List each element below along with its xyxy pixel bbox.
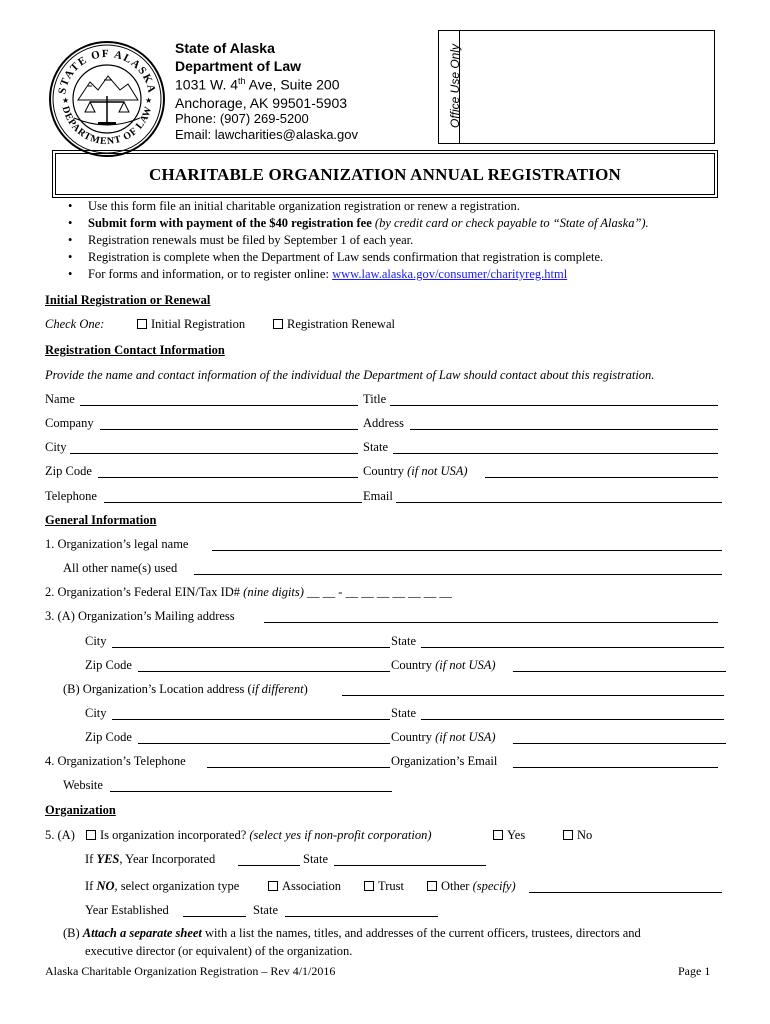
org-telephone-field[interactable] (207, 767, 390, 768)
bullet-3: • Registration renewals must be filed by September 1 of each year. (68, 233, 414, 247)
q4-label: 4. Organization’s Telephone (45, 754, 186, 768)
location-country-field[interactable] (513, 743, 726, 744)
mailing-city-label: City (85, 634, 107, 648)
contact-telephone-label: Telephone (45, 489, 97, 503)
org-email-field[interactable] (513, 767, 718, 768)
registration-renewal-checkbox[interactable] (273, 319, 283, 329)
office-use-label: Office Use Only (448, 43, 462, 129)
initial-registration-option[interactable]: Initial Registration (137, 317, 245, 332)
other-option[interactable]: Other (specify) (427, 879, 516, 894)
contact-company-field[interactable] (100, 429, 358, 430)
association-checkbox[interactable] (268, 881, 278, 891)
contact-country-field[interactable] (485, 477, 718, 478)
location-city-field[interactable] (112, 719, 390, 720)
bullet-5: • For forms and information, or to register online: www.law.alaska.gov/consumer/charityreg.html (68, 267, 568, 281)
ein-blanks: __ __ - __ __ __ __ __ __ __ (307, 585, 452, 599)
contact-title-label: Title (363, 392, 387, 406)
svg-text:★: ★ (145, 96, 153, 105)
mailing-city-field[interactable] (112, 647, 390, 648)
mailing-state-field[interactable] (421, 647, 724, 648)
contact-address-field[interactable] (410, 429, 718, 430)
q3b-label: (B) Organization’s Location address (if different) (63, 682, 308, 696)
org-email-label: Organization’s Email (391, 754, 498, 768)
contact-city-field[interactable] (70, 453, 358, 454)
form-title-box (55, 153, 715, 195)
website-field[interactable] (110, 791, 392, 792)
check-one-label: Check One: (45, 317, 105, 331)
email-line: Email: lawcharities@alaska.gov (175, 127, 358, 142)
trust-checkbox[interactable] (364, 881, 374, 891)
q1-other-label: All other name(s) used (63, 561, 178, 575)
contact-email-field[interactable] (396, 502, 722, 503)
initial-heading: Initial Registration or Renewal (45, 293, 211, 307)
yes-checkbox[interactable] (493, 830, 503, 840)
mailing-address-field[interactable] (264, 622, 718, 623)
incorporated-state-field[interactable] (334, 865, 486, 866)
year-established-field[interactable] (183, 916, 246, 917)
contact-company-label: Company (45, 416, 94, 430)
contact-state-field[interactable] (393, 453, 718, 454)
contact-email-label: Email (363, 489, 393, 503)
location-zip-field[interactable] (138, 743, 390, 744)
q3a-label: 3. (A) Organization’s Mailing address (45, 609, 235, 623)
no-option[interactable]: No (563, 828, 592, 843)
bullet-4: • Registration is complete when the Department of Law sends confirmation that registration is complete. (68, 250, 604, 264)
contact-zip-label: Zip Code (45, 464, 92, 478)
city-line: Anchorage, AK 99501-5903 (175, 95, 348, 111)
address-sup: th (238, 76, 246, 86)
contact-heading: Registration Contact Information (45, 343, 225, 357)
registration-renewal-option[interactable]: Registration Renewal (273, 317, 395, 332)
mailing-country-label: Country (if not USA) (391, 658, 496, 672)
q5a-question: Is organization incorporated? (select yes if non-profit corporation) (86, 828, 432, 843)
location-city-label: City (85, 706, 107, 720)
phone-line: Phone: (907) 269-5200 (175, 111, 309, 126)
year-established-label: Year Established (85, 903, 169, 917)
contact-name-field[interactable] (80, 405, 358, 406)
organization-heading: Organization (45, 803, 116, 817)
bullet-1: • Use this form file an initial charitable organization registration or renew a registration. (68, 199, 520, 213)
org-line2: Department of Law (175, 58, 302, 74)
mailing-zip-label: Zip Code (85, 658, 132, 672)
address-suffix: Ave, Suite 200 (245, 76, 340, 93)
location-country-label: Country (if not USA) (391, 730, 496, 744)
if-yes-line: If YES, Year Incorporated (85, 852, 216, 866)
website-label: Website (63, 778, 103, 792)
contact-address-label: Address (363, 416, 404, 430)
other-specify-field[interactable] (529, 892, 722, 893)
contact-city-label: City (45, 440, 67, 454)
seal-top-text: STATE OF ALASKA (56, 47, 158, 96)
location-state-label: State (391, 706, 416, 720)
general-heading: General Information (45, 513, 157, 527)
mailing-country-field[interactable] (513, 671, 726, 672)
contact-state-label: State (363, 440, 388, 454)
contact-zip-field[interactable] (98, 477, 358, 478)
if-no-line: If NO, select organization type (85, 879, 240, 893)
state-seal (48, 40, 166, 158)
established-state-label: State (253, 903, 278, 917)
charityreg-link[interactable]: www.law.alaska.gov/consumer/charityreg.html (332, 267, 568, 281)
svg-text:★: ★ (62, 96, 70, 105)
incorporated-checkbox[interactable] (86, 830, 96, 840)
form-title: CHARITABLE ORGANIZATION ANNUAL REGISTRATION (149, 165, 621, 184)
footer-page-number: Page 1 (678, 964, 711, 978)
initial-registration-checkbox[interactable] (137, 319, 147, 329)
bullet-2: • Submit form with payment of the $40 registration fee (by credit card or check payable to “State of Alaska”). (68, 216, 649, 230)
year-incorporated-field[interactable] (238, 865, 300, 866)
office-use-box (438, 30, 715, 144)
q2-label: 2. Organization’s Federal EIN/Tax ID# (nine digits) __ __ - __ __ __ __ __ __ __ (45, 585, 452, 599)
contact-telephone-field[interactable] (104, 502, 362, 503)
q1-label: 1. Organization’s legal name (45, 537, 189, 551)
location-zip-label: Zip Code (85, 730, 132, 744)
address-prefix: 1031 W. 4 (175, 76, 239, 93)
established-state-field[interactable] (285, 916, 438, 917)
yes-option[interactable]: Yes (493, 828, 525, 843)
footer-left: Alaska Charitable Organization Registration – Rev 4/1/2016 (45, 964, 336, 978)
no-checkbox[interactable] (563, 830, 573, 840)
incorporated-state-label: State (303, 852, 328, 866)
q5a-label: 5. (A) (45, 828, 75, 842)
association-option[interactable]: Association (268, 879, 341, 894)
contact-instruction: Provide the name and contact information of the individual the Department of Law should contact about this registration. (45, 368, 655, 382)
location-address-field[interactable] (342, 695, 724, 696)
location-state-field[interactable] (421, 719, 724, 720)
org-line1: State of Alaska (175, 40, 275, 56)
contact-name-label: Name (45, 392, 75, 406)
trust-option[interactable]: Trust (364, 879, 404, 894)
q5b-line1: (B) Attach a separate sheet with a list the names, titles, and addresses of the current officers, trustees, directors and (63, 926, 641, 940)
mailing-state-label: State (391, 634, 416, 648)
legal-name-field[interactable] (212, 550, 722, 551)
other-checkbox[interactable] (427, 881, 437, 891)
address-line (175, 76, 340, 93)
contact-country-label: Country (if not USA) (363, 464, 468, 478)
contact-title-field[interactable] (390, 405, 718, 406)
q5b-line2: executive director (or equivalent) of the organization. (85, 944, 353, 958)
other-names-field[interactable] (194, 574, 722, 575)
seal-bottom-text: DEPARTMENT OF LAW (59, 104, 155, 148)
mailing-zip-field[interactable] (138, 671, 390, 672)
